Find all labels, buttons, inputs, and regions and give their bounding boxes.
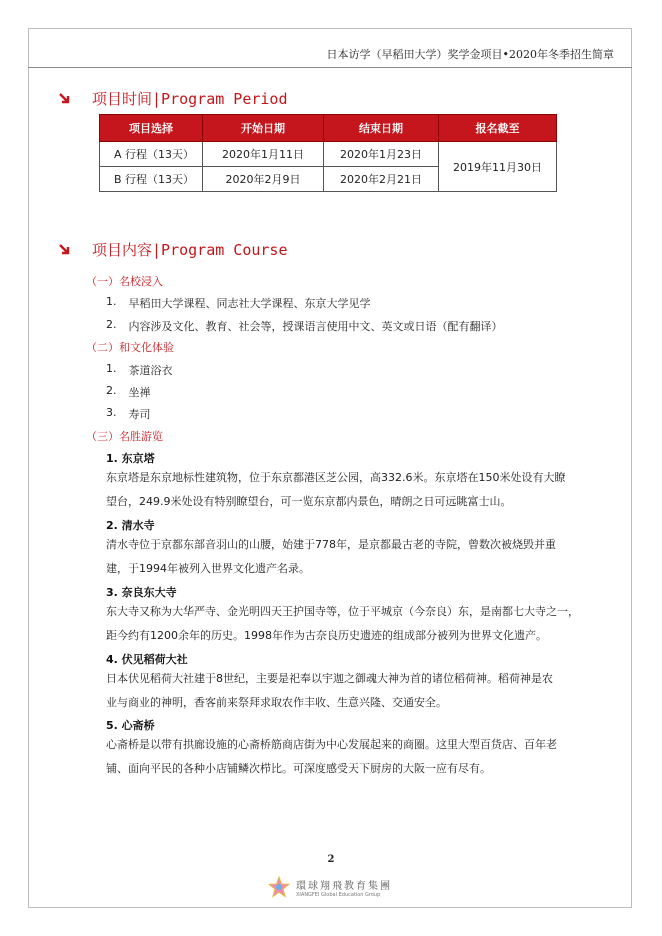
site-title: 5. 心斋桥 (106, 719, 155, 732)
logo-english-name: XIANGFEI Global Education Group (296, 891, 381, 898)
end-date-cell: 2020年2月21日 (324, 167, 439, 192)
site-description (106, 466, 606, 514)
table-header-cell: 开始日期 (203, 115, 324, 142)
description-line: 距今约有1200余年的历史。1998年作为古奈良历史遗迹的组成部分被列为世界文化遗产。 (106, 629, 547, 642)
footer-logo (268, 876, 392, 898)
list-item-text: 内容涉及文化、教育、社会等，授课语言使用中文、英文或日语（配有翻译） (128, 320, 503, 333)
group-heading: （三）名胜游览 (86, 430, 163, 443)
description-line: 东京塔是东京地标性建筑物，位于东京都港区芝公园，高332.6米。东京塔在150米处设有大瞭 (106, 471, 566, 484)
list-item-number: 2. (106, 318, 117, 331)
end-date-cell: 2020年1月23日 (324, 142, 439, 167)
list-item (106, 295, 371, 311)
period-title-en: |Program Period (152, 89, 288, 108)
period-table (99, 114, 557, 192)
group-heading: （二）和文化体验 (86, 341, 174, 354)
header-divider (28, 67, 632, 68)
period-title-zh: 项目时间 (92, 90, 153, 108)
description-line: 日本伏见稻荷大社建于8世纪，主要是祀奉以宇迦之御魂大神为首的诸位稻荷神。稻荷神是农 (106, 672, 553, 685)
running-title: 日本访学（早稻田大学）奖学金项目•2020年冬季招生简章 (326, 48, 614, 61)
site-description (106, 733, 606, 781)
logo-name: 環球翔飛教育集團 (296, 880, 392, 892)
site-title: 2. 清水寺 (106, 519, 155, 532)
start-date-cell: 2020年2月9日 (203, 167, 324, 192)
description-line: 建，于1994年被列入世界文化遗产名录。 (106, 562, 310, 575)
description-line: 铺、面向平民的各种小店铺鳞次栉比。可深度感受天下厨房的大阪一应有尽有。 (106, 762, 491, 775)
list-item-number: 1. (106, 295, 117, 308)
period-section-heading (58, 88, 287, 109)
table-row (100, 142, 557, 167)
start-date-cell: 2020年1月11日 (203, 142, 324, 167)
page-number: 2 (327, 854, 335, 865)
site-description (106, 667, 606, 715)
site-title: 3. 奈良东大寺 (106, 586, 177, 599)
deadline-cell: 2019年11月30日 (439, 142, 557, 192)
table-header-cell: 结束日期 (324, 115, 439, 142)
course-section-heading (58, 239, 287, 260)
option-cell: B 行程（13天） (100, 167, 203, 192)
description-line: 业与商业的神明，香客前来祭拜求取农作丰收、生意兴隆、交通安全。 (106, 696, 447, 709)
list-item-text: 早稻田大学课程、同志社大学课程、东京大学见学 (128, 297, 371, 310)
list-item (106, 318, 503, 334)
description-line: 望台，249.9米处设有特别瞭望台，可一览东京都内景色，晴朗之日可远眺富士山。 (106, 495, 512, 508)
site-description (106, 600, 606, 648)
list-item-number: 1. (106, 362, 117, 375)
site-description (106, 533, 606, 581)
list-item-number: 3. (106, 406, 117, 419)
star-logo-icon (268, 876, 290, 898)
description-line: 心斋桥是以带有拱廊设施的心斋桥筋商店街为中心发展起来的商圈。这里大型百货店、百年老 (106, 738, 557, 751)
table-header-cell: 项目选择 (100, 115, 203, 142)
option-cell: A 行程（13天） (100, 142, 203, 167)
list-item-text: 坐禅 (128, 386, 151, 399)
arrow-down-right-icon (58, 243, 72, 257)
list-item-number: 2. (106, 384, 117, 397)
table-header-cell: 报名截至 (439, 115, 557, 142)
list-item-text: 茶道浴衣 (128, 364, 173, 377)
description-line: 清水寺位于京都东部音羽山的山腰，始建于778年，是京都最古老的寺院，曾数次被烧毁并重 (106, 538, 556, 551)
list-item (106, 406, 151, 422)
list-item-text: 寿司 (128, 408, 151, 421)
site-title: 4. 伏见稻荷大社 (106, 653, 188, 666)
course-title-en: |Program Course (152, 240, 288, 259)
description-line: 东大寺又称为大华严寺、金光明四天王护国寺等，位于平城京（今奈良）东，是南都七大寺之一， (106, 605, 579, 618)
course-title-zh: 项目内容 (92, 241, 153, 259)
table-header-row (100, 115, 557, 142)
list-item (106, 362, 173, 378)
arrow-down-right-icon (58, 92, 72, 106)
site-title: 1. 东京塔 (106, 452, 155, 465)
list-item (106, 384, 151, 400)
group-heading: （一）名校浸入 (86, 275, 163, 288)
